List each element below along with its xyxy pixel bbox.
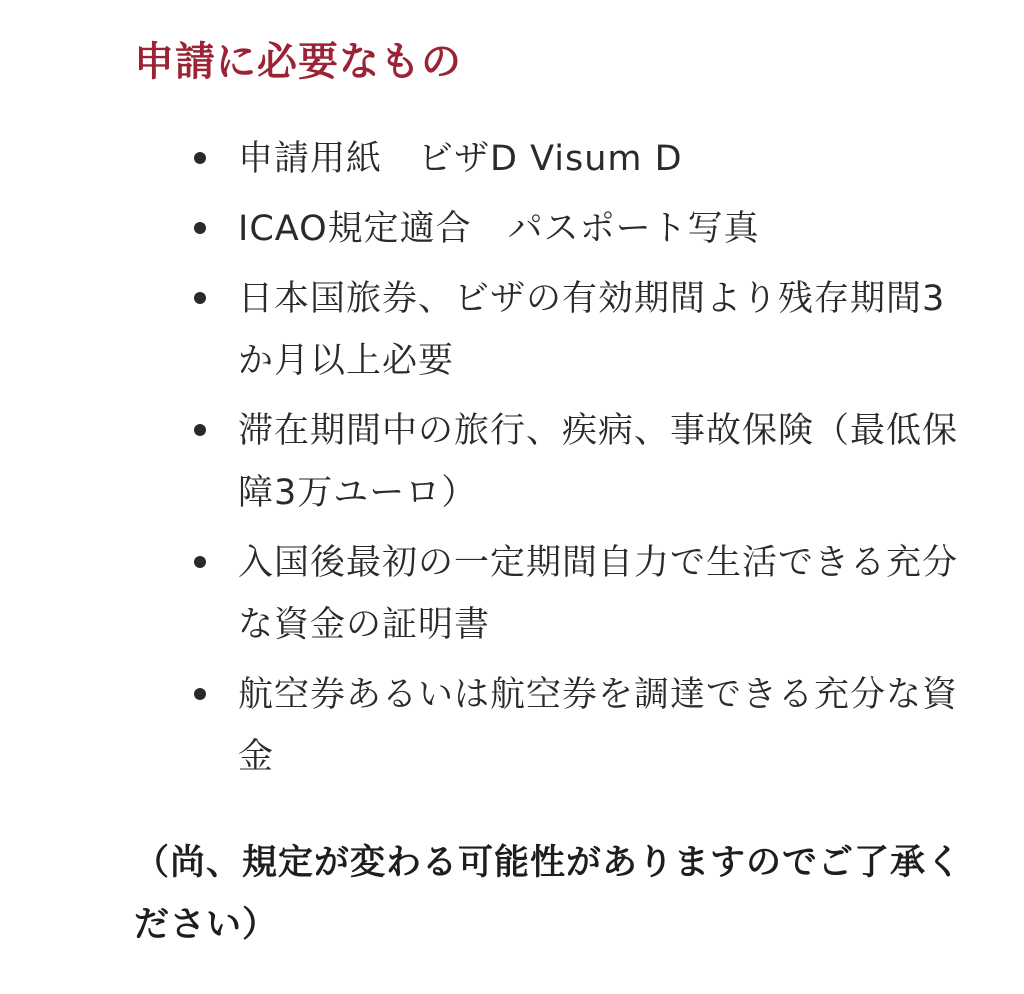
list-item [134,400,958,524]
section-title: 申請に必要なもの [134,39,462,85]
list-item [134,198,958,260]
list-item-text: 申請用紙 ビザD Visum D [238,139,683,179]
bullet-icon [194,292,206,304]
bullet-icon [194,424,206,436]
list-item-text: 滞在期間中の旅行、疾病、事故保険（最低保障3万ユーロ） [238,411,959,513]
list-item-text: ICAO規定適合 パスポート写真 [238,209,760,249]
main-content [134,30,964,956]
list-item [134,532,958,656]
disclaimer-note: （尚、規定が変わる可能性がありますのでご了承ください） [134,843,963,945]
list-item-text: 日本国旅券、ビザの有効期間より残存期間3か月以上必要 [238,279,946,381]
bullet-icon [194,152,206,164]
requirements-list [134,128,964,788]
list-item [134,128,958,190]
bullet-icon [194,556,206,568]
list-item-text: 入国後最初の一定期間自力で生活できる充分な資金の証明書 [238,543,959,645]
list-item [134,268,958,392]
list-item-text: 航空券あるいは航空券を調達できる充分な資金 [238,675,959,777]
list-item [134,664,958,788]
bullet-icon [194,688,206,700]
bullet-icon [194,222,206,234]
